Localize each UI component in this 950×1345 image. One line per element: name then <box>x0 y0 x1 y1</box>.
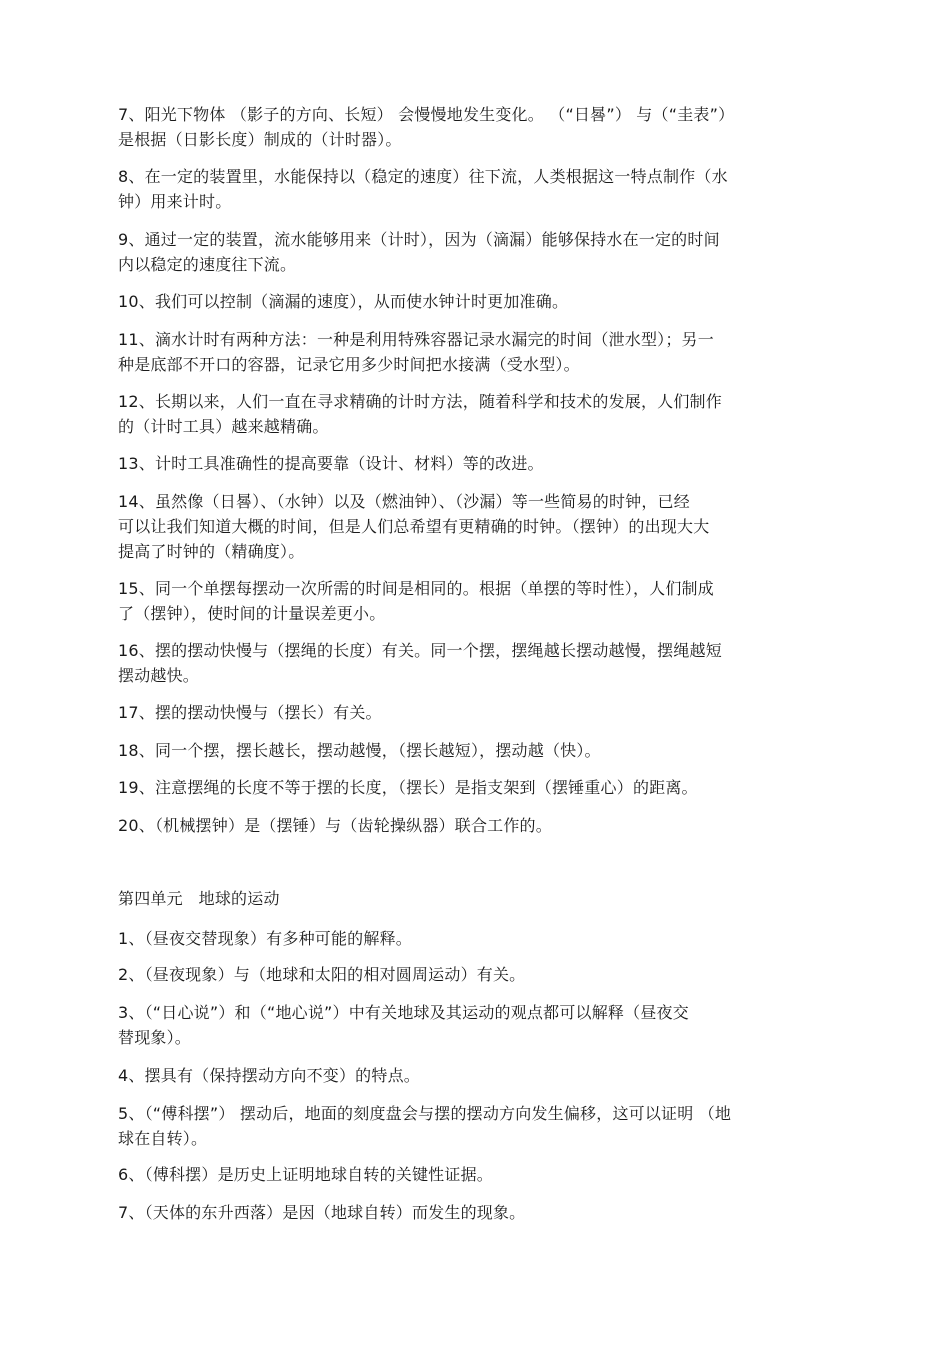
paragraph-item <box>118 738 838 763</box>
text-line: 钟）用来计时。 <box>118 192 232 211</box>
text-line: 摆动越快。 <box>118 666 200 685</box>
section-title <box>118 886 838 911</box>
text-line: 20、（机械摆钟）是（摆锤）与（齿轮操纵器）联合工作的。 <box>118 816 552 835</box>
text-line: 11、滴水计时有两种方法：一种是利用特殊容器记录水漏完的时间（泄水型）；另一 <box>118 330 714 349</box>
paragraph-item <box>118 926 838 951</box>
text-line: 4、摆具有（保持摆动方向不变）的特点。 <box>118 1066 420 1085</box>
paragraph-item <box>118 102 838 152</box>
text-line: 3、（“日心说”）和（“地心说”）中有关地球及其运动的观点都可以解释（昼夜交 <box>118 1003 689 1022</box>
paragraph-item <box>118 700 838 725</box>
paragraph-item <box>118 1162 838 1187</box>
text-line: 了（摆钟），使时间的计量误差更小。 <box>118 604 386 623</box>
paragraph-item <box>118 164 838 214</box>
paragraph-item <box>118 1063 838 1088</box>
text-line: 9、通过一定的装置，流水能够用来（计时），因为（滴漏）能够保持水在一定的时间 <box>118 230 720 249</box>
paragraph-item <box>118 1000 838 1050</box>
paragraph-item <box>118 227 838 277</box>
text-line: 8、在一定的装置里，水能保持以（稳定的速度）往下流，人类根据这一特点制作（水 <box>118 167 728 186</box>
unit-title-text: 第四单元 地球的运动 <box>118 889 280 908</box>
text-line: 10、我们可以控制（滴漏的速度），从而使水钟计时更加准确。 <box>118 292 569 311</box>
text-line: 18、同一个摆，摆长越长，摆动越慢，（摆长越短），摆动越（快）。 <box>118 741 601 760</box>
text-line: 6、（傅科摆）是历史上证明地球自转的关键性证据。 <box>118 1165 493 1184</box>
text-line: 13、计时工具准确性的提高要靠（设计、材料）等的改进。 <box>118 454 544 473</box>
text-line: 14、虽然像（日晷）、（水钟）以及（燃油钟）、（沙漏）等一些简易的时钟，已经 <box>118 492 690 511</box>
text-line: 种是底部不开口的容器，记录它用多少时间把水接满（受水型）。 <box>118 355 580 374</box>
paragraph-item <box>118 1101 838 1151</box>
text-line: 可以让我们知道大概的时间，但是人们总希望有更精确的时钟。（摆钟）的出现大大 <box>118 517 710 536</box>
paragraph-item <box>118 489 838 564</box>
text-line: 7、（天体的东升西落）是因（地球自转）而发生的现象。 <box>118 1203 526 1222</box>
text-line: 2、（昼夜现象）与（地球和太阳的相对圆周运动）有关。 <box>118 965 526 984</box>
text-line: 球在自转）。 <box>118 1129 208 1148</box>
paragraph-item <box>118 1200 838 1225</box>
text-line: 内以稳定的速度往下流。 <box>118 255 297 274</box>
paragraph-item <box>118 389 838 439</box>
text-line: 提高了时钟的（精确度）。 <box>118 542 305 561</box>
text-line: 1、（昼夜交替现象）有多种可能的解释。 <box>118 929 412 948</box>
text-line: 的（计时工具）越来越精确。 <box>118 417 329 436</box>
paragraph-item <box>118 638 838 688</box>
text-line: 7、阳光下物体 （影子的方向、长短） 会慢慢地发生变化。 （“日晷”） 与（“圭表”） <box>118 105 735 124</box>
paragraph-item <box>118 775 838 800</box>
text-line: 替现象）。 <box>118 1028 192 1047</box>
paragraph-item <box>118 451 838 476</box>
text-line: 12、长期以来，人们一直在寻求精确的计时方法，随着科学和技术的发展，人们制作 <box>118 392 722 411</box>
paragraph-item <box>118 962 838 987</box>
text-line: 17、摆的摆动快慢与（摆长）有关。 <box>118 703 382 722</box>
paragraph-item <box>118 289 838 314</box>
text-line: 5、（“傅科摆”） 摆动后，地面的刻度盘会与摆的摆动方向发生偏移，这可以证明 （地 <box>118 1104 732 1123</box>
text-line: 16、摆的摆动快慢与（摆绳的长度）有关。同一个摆，摆绳越长摆动越慢，摆绳越短 <box>118 641 722 660</box>
text-line: 15、同一个单摆每摆动一次所需的时间是相同的。根据（单摆的等时性），人们制成 <box>118 579 714 598</box>
paragraph-item <box>118 327 838 377</box>
paragraph-item <box>118 576 838 626</box>
text-line: 19、注意摆绳的长度不等于摆的长度，（摆长）是指支架到（摆锤重心）的距离。 <box>118 778 698 797</box>
text-line: 是根据（日影长度）制成的（计时器）。 <box>118 130 402 149</box>
paragraph-item <box>118 813 838 838</box>
